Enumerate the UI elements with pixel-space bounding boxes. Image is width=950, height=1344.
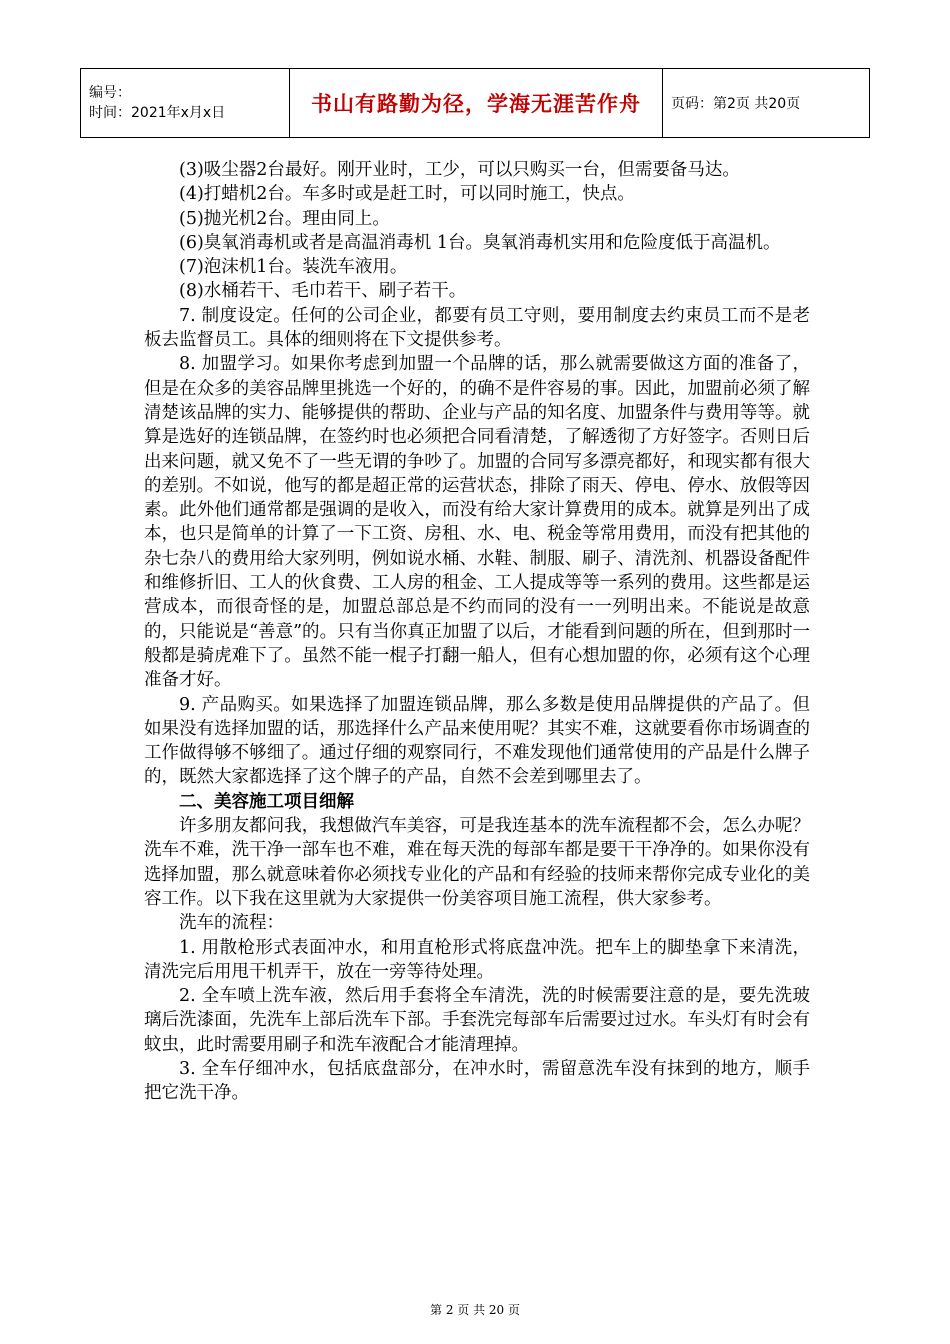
paragraph: (6)臭氧消毒机或者是高温消毒机 1台。臭氧消毒机实用和危险度低于高温机。 bbox=[179, 232, 781, 253]
page-footer: 第 2 页 共 20 页 bbox=[430, 1303, 520, 1317]
header-meta bbox=[81, 69, 290, 138]
paragraph: 2. 全车喷上洗车液，然后用手套将全车清洗，洗的时候需要注意的是，要先洗玻璃后洗漆面，先洗车上部后洗车下部。手套洗完每部车后需要过过水。车头灯有时会有蚊虫，此时需要用刷子和洗车液配合才能清理掉。 bbox=[144, 986, 810, 1055]
paragraph: (7)泡沫机1台。装洗车液用。 bbox=[179, 257, 408, 278]
paragraph: (5)抛光机2台。理由同上。 bbox=[179, 208, 390, 229]
header-date: 时间：2021年x月x日 bbox=[89, 105, 226, 121]
paragraph: 9. 产品购买。如果选择了加盟连锁品牌，那么多数是使用品牌提供的产品了。但如果没有选择加盟的话，那选择什么产品来使用呢？其实不难，这就要看你市场调查的工作做得够不够细了。通过仔细的观察同行，不难发现他们通常使用的产品是什么牌子的，既然大家都选择了这个牌子的产品，自然不会差到哪里去了。 bbox=[144, 694, 810, 788]
paragraph: 3. 全车仔细冲水，包括底盘部分，在冲水时，需留意洗车没有抹到的地方，顺手把它洗干净。 bbox=[144, 1058, 810, 1104]
section-heading: 二、美容施工项目细解 bbox=[179, 791, 354, 812]
paragraph: 7. 制度设定。任何的公司企业，都要有员工守则，要用制度去约束员工而不是老板去监督员工。具体的细则将在下文提供参考。 bbox=[144, 305, 810, 351]
page-header bbox=[80, 68, 870, 138]
paragraph: 洗车的流程： bbox=[179, 913, 284, 934]
document-body bbox=[144, 158, 810, 1106]
paragraph: (8)水桶若干、毛巾若干、刷子若干。 bbox=[179, 281, 467, 302]
paragraph: (3)吸尘器2台最好。刚开业时，工少，可以只购买一台，但需要备马达。 bbox=[179, 160, 740, 180]
paragraph: (4)打蜡机2台。车多时或是赶工时，可以同时施工，快点。 bbox=[179, 184, 635, 205]
paragraph: 1. 用散枪形式表面冲水，和用直枪形式将底盘冲洗。把车上的脚垫拿下来清洗，清洗完后用甩干机弄干，放在一旁等待处理。 bbox=[144, 937, 810, 982]
header-number: 编号： bbox=[89, 85, 131, 101]
header-motto: 书山有路勤为径，学海无涯苦作舟 bbox=[290, 69, 663, 138]
paragraph: 8. 加盟学习。如果你考虑到加盟一个品牌的话，那么就需要做这方面的准备了，但是在众多的美容品牌里挑选一个好的，的确不是件容易的事。因此，加盟前必须了解清楚该品牌的实力、能够提供的帮助、企业与产品的知名度、加盟条件与费用等等。就算是选好的连锁品牌，在签约时也必须把合同看清楚，了解透彻了方好签字。否则日后出来问题，就又免不了一些无谓的争吵了。加盟的合同写多漂亮都好，和现实都有很大的差别。不如说，他写的都是超正常的运营状态，排除了雨天、停电、停水、放假等因素。此外他们通常都是强调的是收入，而没有给大家计算费用的成本。就算是列出了成本，也只是简单的计算了一下工资、房租、水、电、税金等常用费用，而没有把其他的杂七杂八的费用给大家列明，例如说水桶、水鞋、制服、刷子、清洗剂、机器设备配件和维修折旧、工人的伙食费、工人房的租金、工人提成等等一系列的费用。这些都是运营成本，而很奇怪的是，加盟总部总是不约而同的没有一一列明出来。不能说是故意的，只能说是“善意”的。只有当你真正加盟了以后，才能看到问题的所在，但到那时一般都是骑虎难下了。虽然不能一棍子打翻一船人，但有心想加盟的你，必须有这个心理准备才好。 bbox=[144, 354, 810, 691]
paragraph: 许多朋友都问我，我想做汽车美容，可是我连基本的洗车流程都不会，怎么办呢？洗车不难，洗干净一部车也不难，难在每天洗的每部车都是要干干净净的。如果你没有选择加盟，那么就意味着你必须找专业化的产品和有经验的技师来帮你完成专业化的美容工作。以下我在这里就为大家提供一份美容项目施工流程，供大家参考。 bbox=[144, 816, 810, 909]
header-page-number: 页码：第2页 共20页 bbox=[663, 69, 870, 138]
